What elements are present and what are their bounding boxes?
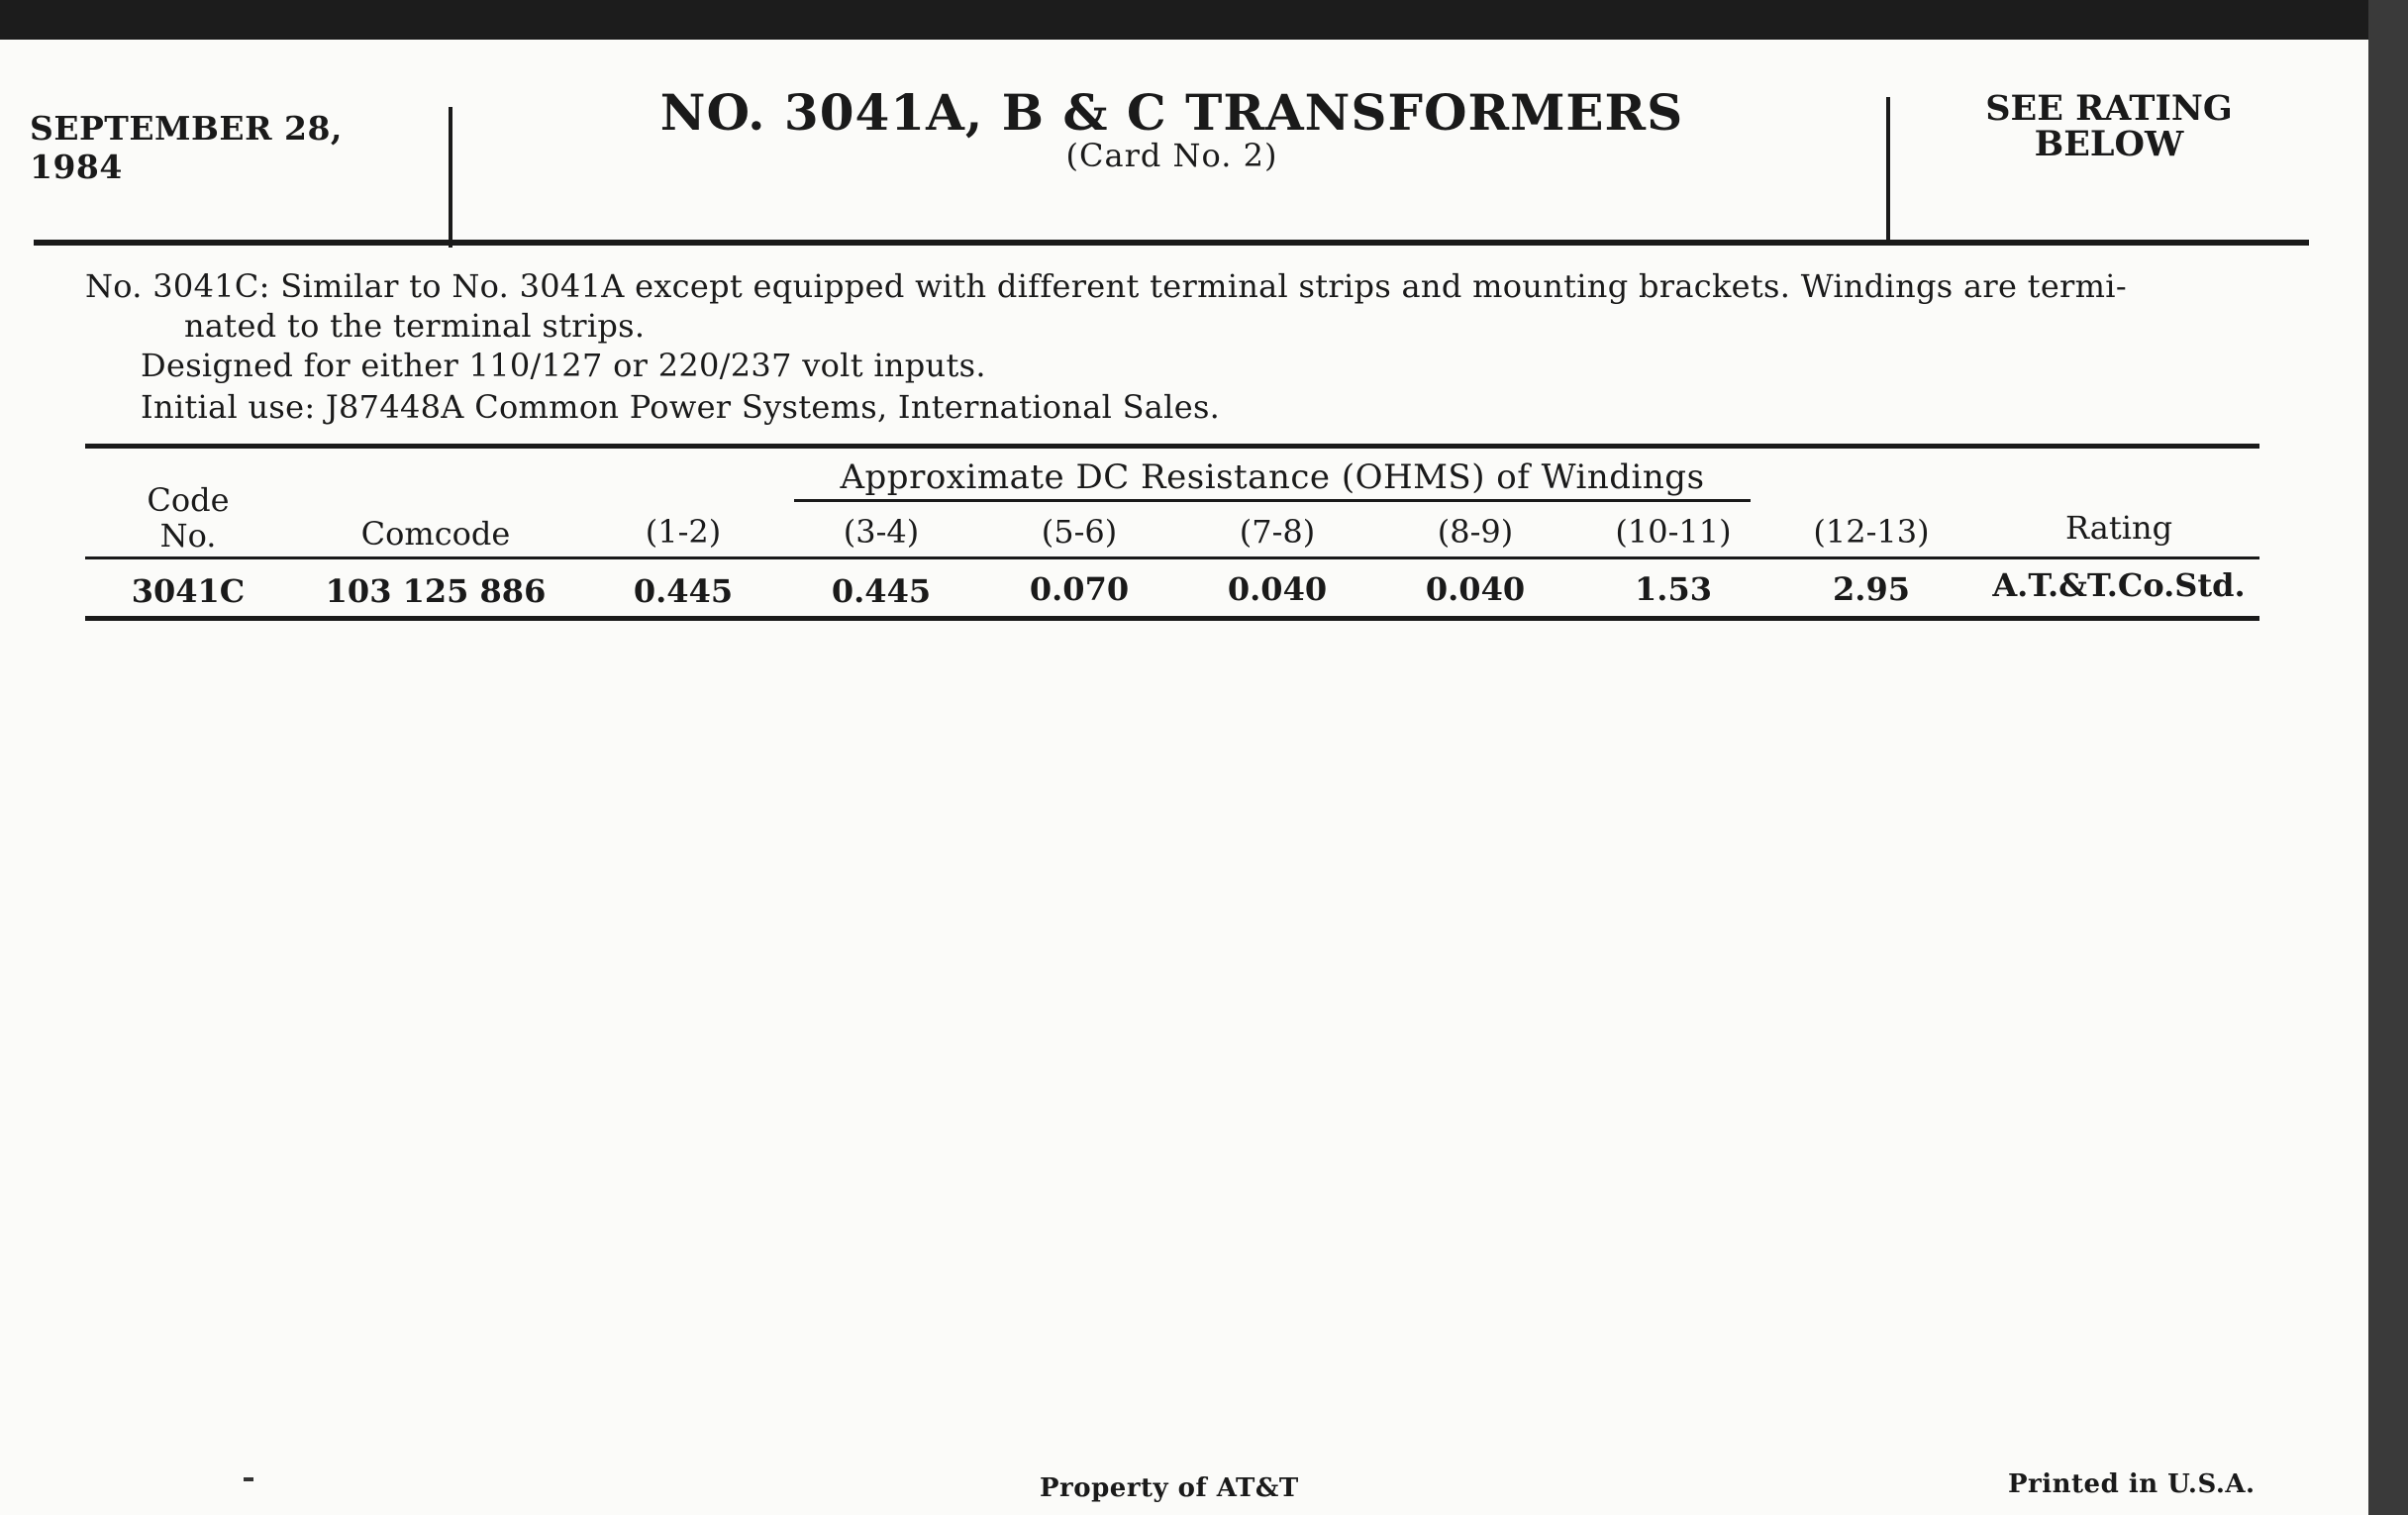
header-divider-left xyxy=(449,107,452,248)
cell-comcode: 103 125 886 xyxy=(325,572,547,610)
rating-note xyxy=(1893,88,2325,164)
cell-12-13: 2.95 xyxy=(1833,570,1910,608)
cell-1-2: 0.445 xyxy=(633,572,734,610)
resistance-group-header: Approximate DC Resistance (OHMS) of Windings xyxy=(840,457,1705,497)
cell-7-8: 0.040 xyxy=(1227,570,1328,608)
reference-card xyxy=(0,40,2368,1515)
description-line-3: Designed for either 110/127 or 220/237 volt inputs. xyxy=(141,347,986,384)
col-header-7-8: (7-8) xyxy=(1239,513,1316,551)
printed-notice: Printed in U.S.A. xyxy=(2008,1469,2256,1499)
description-line-4: Initial use: J87448A Common Power Systems, International Sales. xyxy=(141,388,1221,426)
stray-mark xyxy=(244,1477,253,1481)
col-header-comcode: Comcode xyxy=(360,515,511,553)
cell-rating: A.T.&T.Co.Std. xyxy=(1992,566,2246,604)
card-number: (Card No. 2) xyxy=(1065,137,1278,174)
table-bottom-rule xyxy=(85,616,2259,621)
col-header-12-13: (12-13) xyxy=(1813,513,1930,551)
property-notice: Property of AT&T xyxy=(1040,1473,1299,1503)
table-header-rule xyxy=(85,556,2259,559)
col-header-code-line1: Code xyxy=(147,481,230,519)
col-header-code-line2: No. xyxy=(159,517,217,555)
rating-note-line1: SEE RATING xyxy=(1985,88,2233,129)
cell-code: 3041C xyxy=(131,572,246,610)
cell-10-11: 1.53 xyxy=(1635,570,1712,608)
table-top-rule xyxy=(85,444,2259,449)
cell-3-4: 0.445 xyxy=(831,572,932,610)
scan-edge xyxy=(2368,0,2408,1515)
col-header-8-9: (8-9) xyxy=(1437,513,1514,551)
col-header-5-6: (5-6) xyxy=(1041,513,1118,551)
header-divider-right xyxy=(1886,97,1890,240)
col-header-3-4: (3-4) xyxy=(843,513,920,551)
col-header-10-11: (10-11) xyxy=(1615,513,1732,551)
description-line-2: nated to the terminal strips. xyxy=(184,307,646,345)
rating-note-line2: BELOW xyxy=(2034,124,2184,164)
description-line-1: No. 3041C: Similar to No. 3041A except equipped with different terminal strips and mounting brackets. Windings are termi- xyxy=(85,267,2127,305)
cell-8-9: 0.040 xyxy=(1425,570,1526,608)
col-header-1-2: (1-2) xyxy=(645,513,722,551)
header-rule xyxy=(34,240,2309,246)
page-title: NO. 3041A, B & C TRANSFORMERS xyxy=(659,83,1684,142)
cell-5-6: 0.070 xyxy=(1029,570,1130,608)
issue-date: SEPTEMBER 28, 1984 xyxy=(30,109,343,186)
group-header-underline xyxy=(794,499,1751,502)
col-header-rating: Rating xyxy=(2064,509,2173,547)
